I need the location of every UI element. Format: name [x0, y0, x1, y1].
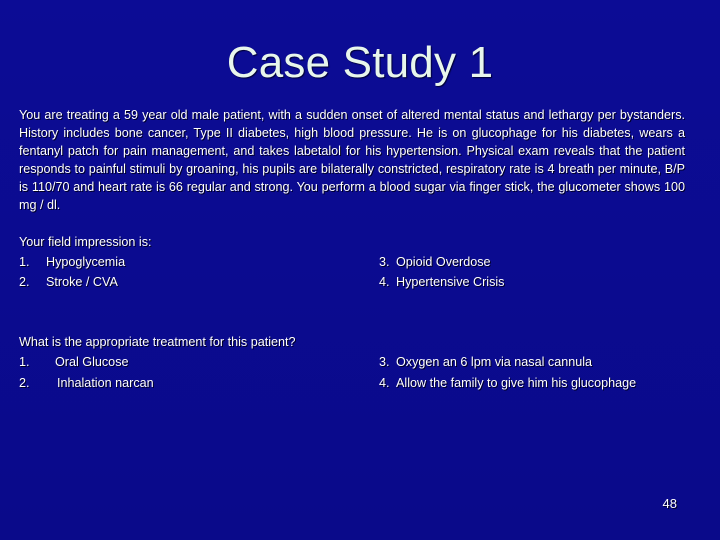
question-2-label: What is the appropriate treatment for this patient?	[19, 335, 296, 349]
option-number: 2.	[19, 275, 30, 289]
option-number: 1.	[19, 355, 30, 369]
option-number: 2.	[19, 376, 30, 390]
option-text: Stroke / CVA	[46, 275, 118, 289]
option-number: 1.	[19, 255, 30, 269]
option-text: Opioid Overdose	[396, 255, 491, 269]
option-text: Oral Glucose	[55, 355, 129, 369]
question-1-option-2	[19, 275, 118, 289]
question-1-option-3	[379, 255, 491, 269]
question-1-option-1	[19, 255, 125, 269]
option-number: 3.	[379, 255, 390, 269]
option-number: 3.	[379, 355, 390, 369]
question-2-option-1	[19, 355, 129, 369]
option-text: Inhalation narcan	[57, 376, 154, 390]
question-1-label: Your field impression is:	[19, 235, 152, 249]
option-number: 4.	[379, 275, 390, 289]
question-2-option-4	[379, 376, 636, 390]
case-description: You are treating a 59 year old male patient, with a sudden onset of altered mental status and lethargy per bystanders. History includes bone cancer, Type II diabetes, high blood pressure. He is on glucophage for his diabetes, wears a fentanyl patch for pain management, and takes labetalol for his hypertension. Physical exam reveals that the patient responds to painful stimuli by groaning, his pupils are bilaterally constricted, respiratory rate is 4 breath per minute, B/P is 110/70 and heart rate is 66 regular and strong. You perform a blood sugar via finger stick, the glucometer shows 100 mg / dl.	[19, 108, 685, 212]
question-2-option-3	[379, 355, 592, 369]
question-2-option-2	[19, 376, 154, 390]
option-text: Hypoglycemia	[46, 255, 126, 269]
page-number: 48	[662, 496, 677, 511]
slide-title: Case Study 1	[226, 38, 494, 87]
question-1-option-4	[379, 275, 504, 289]
option-text: Oxygen an 6 lpm via nasal cannula	[396, 355, 593, 369]
option-number: 4.	[379, 376, 390, 390]
option-text: Hypertensive Crisis	[396, 275, 505, 289]
option-text: Allow the family to give him his glucophage	[396, 376, 637, 390]
